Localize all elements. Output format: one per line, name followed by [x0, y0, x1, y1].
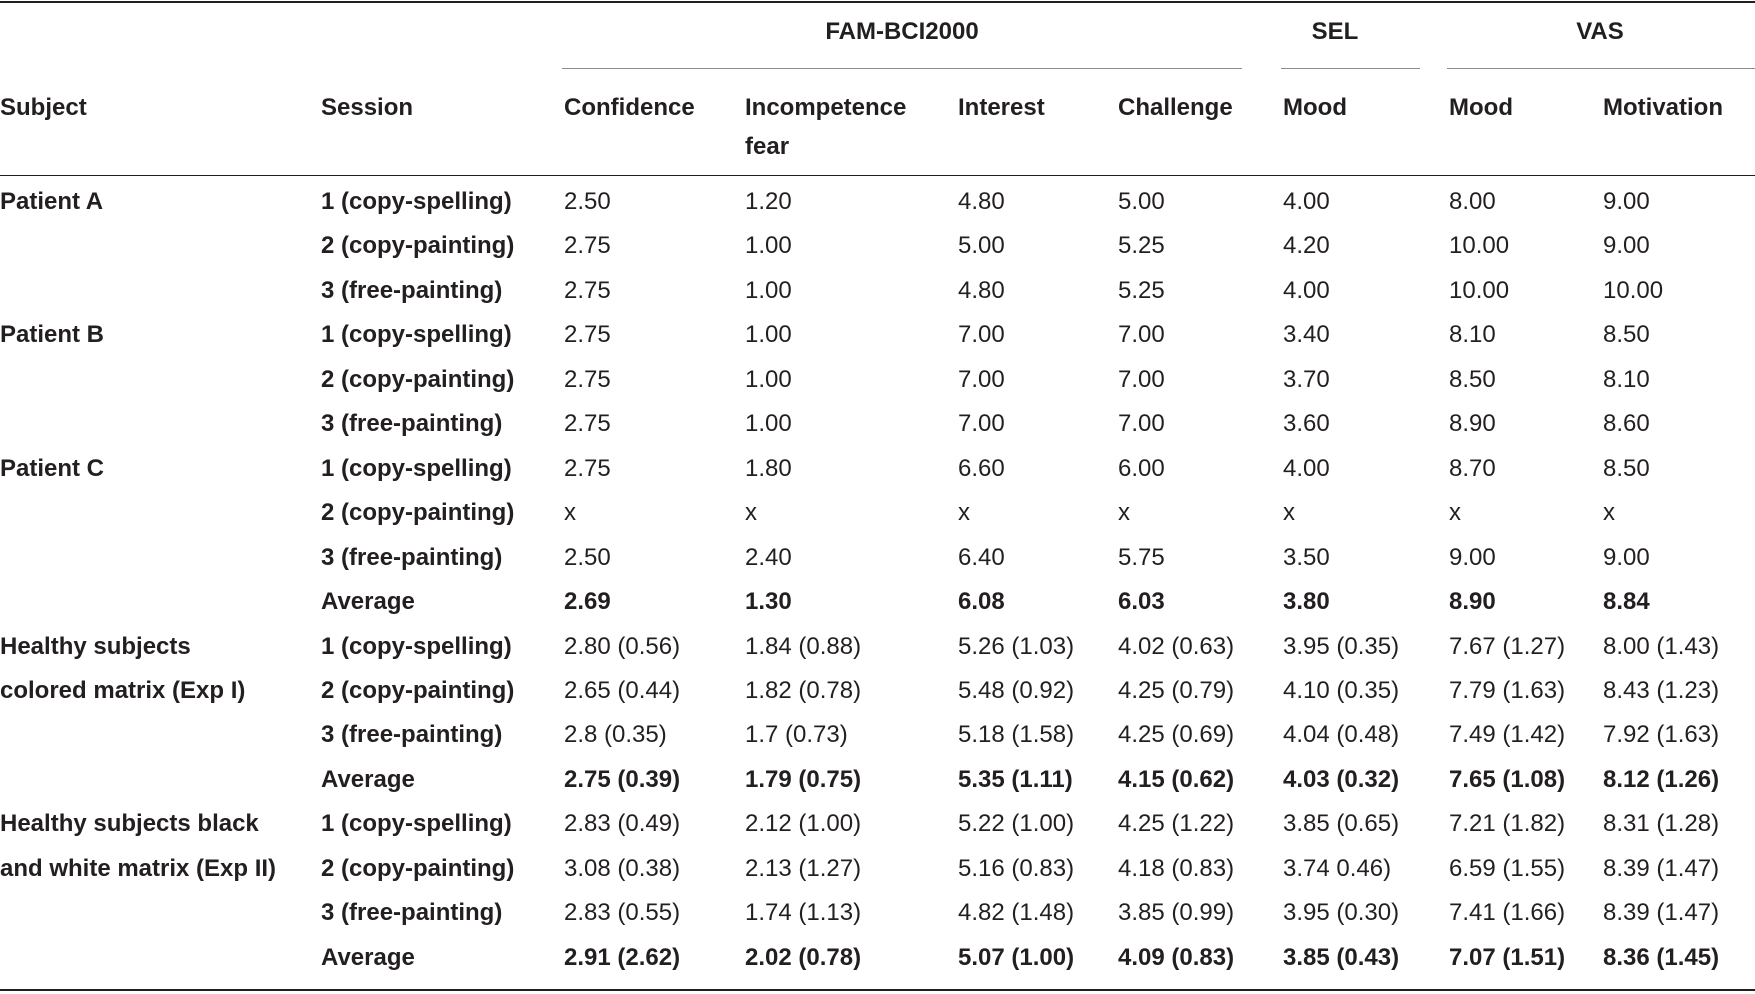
value-cell: 2.40 [745, 544, 792, 571]
value-cell: 7.00 [958, 410, 1005, 437]
value-cell: 4.82 (1.48) [958, 899, 1075, 926]
value-cell: 6.60 [958, 455, 1005, 482]
value-cell: 2.91 (2.62) [564, 944, 681, 971]
value-cell: 8.31 (1.28) [1603, 810, 1720, 837]
value-cell: 1.7 (0.73) [745, 721, 848, 748]
value-cell: 3.40 [1283, 321, 1330, 348]
value-cell: 4.20 [1283, 232, 1330, 259]
value-cell: 8.00 (1.43) [1603, 633, 1720, 660]
value-cell: 2.75 [564, 232, 611, 259]
value-cell: 7.00 [1118, 366, 1165, 393]
session-cell: 1 (copy-spelling) [321, 321, 512, 348]
value-cell: 2.69 [564, 588, 611, 615]
value-cell: 9.00 [1449, 544, 1496, 571]
value-cell: 5.16 (0.83) [958, 855, 1075, 882]
value-cell: 9.00 [1603, 232, 1650, 259]
value-cell: 3.74 0.46) [1283, 855, 1392, 882]
value-cell: 8.00 [1449, 188, 1496, 215]
value-cell: 5.00 [1118, 188, 1165, 215]
value-cell: 6.08 [958, 588, 1005, 615]
value-cell: 3.50 [1283, 544, 1330, 571]
value-cell: 2.8 (0.35) [564, 721, 667, 748]
value-cell: 1.30 [745, 588, 792, 615]
value-cell: 3.95 (0.35) [1283, 633, 1400, 660]
value-cell: 2.50 [564, 188, 611, 215]
session-cell: 3 (free-painting) [321, 277, 503, 304]
column-header-motivation: Motivation [1603, 94, 1723, 121]
value-cell: 4.25 (0.79) [1118, 677, 1235, 704]
value-cell: 8.60 [1603, 410, 1650, 437]
value-cell: 3.95 (0.30) [1283, 899, 1400, 926]
value-cell: 5.25 [1118, 232, 1165, 259]
value-cell: x [745, 499, 757, 526]
value-cell: 2.75 [564, 277, 611, 304]
average-label: Average [321, 766, 415, 793]
value-cell: 1.00 [745, 410, 792, 437]
value-cell: 2.83 (0.49) [564, 810, 681, 837]
value-cell: 8.39 (1.47) [1603, 899, 1720, 926]
value-cell: 1.00 [745, 232, 792, 259]
column-header-session: Session [321, 94, 414, 121]
value-cell: 7.49 (1.42) [1449, 721, 1566, 748]
subject-cell: Patient B [0, 321, 105, 348]
value-cell: 8.50 [1603, 455, 1650, 482]
column-header-sel-mood: Mood [1283, 94, 1347, 121]
value-cell: 8.36 (1.45) [1603, 944, 1720, 971]
value-cell: 2.13 (1.27) [745, 855, 862, 882]
value-cell: 4.00 [1283, 455, 1330, 482]
value-cell: x [1449, 499, 1461, 526]
value-cell: 8.12 (1.26) [1603, 766, 1720, 793]
session-cell: 1 (copy-spelling) [321, 455, 512, 482]
session-cell: 1 (copy-spelling) [321, 810, 512, 837]
value-cell: 7.00 [1118, 410, 1165, 437]
value-cell: 7.79 (1.63) [1449, 677, 1566, 704]
value-cell: 7.92 (1.63) [1603, 721, 1720, 748]
value-cell: 2.83 (0.55) [564, 899, 681, 926]
value-cell: 4.09 (0.83) [1118, 944, 1235, 971]
value-cell: 5.18 (1.58) [958, 721, 1075, 748]
column-header-confidence: Confidence [564, 94, 695, 121]
group-header-sel: SEL [1311, 18, 1359, 45]
value-cell: 5.26 (1.03) [958, 633, 1075, 660]
value-cell: 8.90 [1449, 588, 1496, 615]
group-header-vas: VAS [1576, 18, 1624, 45]
value-cell: 3.60 [1283, 410, 1330, 437]
value-cell: 10.00 [1603, 277, 1664, 304]
session-cell: 2 (copy-painting) [321, 855, 515, 882]
session-cell: 1 (copy-spelling) [321, 188, 512, 215]
value-cell: 7.00 [1118, 321, 1165, 348]
value-cell: 4.18 (0.83) [1118, 855, 1235, 882]
value-cell: 4.25 (0.69) [1118, 721, 1235, 748]
value-cell: x [1283, 499, 1295, 526]
subject-cell: Healthy subjects black [0, 810, 259, 837]
value-cell: 6.40 [958, 544, 1005, 571]
value-cell: 1.00 [745, 366, 792, 393]
value-cell: 8.90 [1449, 410, 1496, 437]
value-cell: 8.84 [1603, 588, 1650, 615]
value-cell: 2.02 (0.78) [745, 944, 862, 971]
session-cell: 3 (free-painting) [321, 721, 503, 748]
subject-cell: Healthy subjects [0, 633, 191, 660]
value-cell: 4.10 (0.35) [1283, 677, 1400, 704]
value-cell: 5.25 [1118, 277, 1165, 304]
value-cell: 4.80 [958, 277, 1005, 304]
value-cell: 8.39 (1.47) [1603, 855, 1720, 882]
value-cell: 7.41 (1.66) [1449, 899, 1566, 926]
value-cell: 3.85 (0.99) [1118, 899, 1235, 926]
value-cell: 5.22 (1.00) [958, 810, 1075, 837]
value-cell: 4.15 (0.62) [1118, 766, 1235, 793]
value-cell: 6.03 [1118, 588, 1165, 615]
value-cell: 1.00 [745, 321, 792, 348]
value-cell: 2.75 [564, 366, 611, 393]
value-cell: 8.50 [1449, 366, 1496, 393]
subject-cell: and white matrix (Exp II) [0, 855, 277, 882]
value-cell: 8.50 [1603, 321, 1650, 348]
value-cell: 3.85 (0.43) [1283, 944, 1400, 971]
column-header-subject: Subject [0, 94, 87, 121]
session-cell: 2 (copy-painting) [321, 232, 515, 259]
value-cell: 8.70 [1449, 455, 1496, 482]
value-cell: 9.00 [1603, 188, 1650, 215]
column-header-incompetence-fear: Incompetence [745, 94, 907, 121]
subject-cell: colored matrix (Exp I) [0, 677, 246, 704]
value-cell: 7.00 [958, 366, 1005, 393]
value-cell: 8.43 (1.23) [1603, 677, 1720, 704]
header-bottom-rule [0, 175, 1755, 176]
subject-cell: Patient A [0, 188, 104, 215]
value-cell: 1.00 [745, 277, 792, 304]
value-cell: 5.00 [958, 232, 1005, 259]
value-cell: 2.75 [564, 455, 611, 482]
value-cell: 8.10 [1449, 321, 1496, 348]
value-cell: 1.84 (0.88) [745, 633, 862, 660]
value-cell: 5.48 (0.92) [958, 677, 1075, 704]
session-cell: 3 (free-painting) [321, 899, 503, 926]
value-cell: 2.75 (0.39) [564, 766, 681, 793]
value-cell: 8.10 [1603, 366, 1650, 393]
value-cell: 6.59 (1.55) [1449, 855, 1566, 882]
value-cell: 3.80 [1283, 588, 1330, 615]
group-underline-sel [1281, 68, 1420, 69]
value-cell: 5.75 [1118, 544, 1165, 571]
column-header-vas-mood: Mood [1449, 94, 1513, 121]
session-cell: 2 (copy-painting) [321, 677, 515, 704]
value-cell: 7.67 (1.27) [1449, 633, 1566, 660]
value-cell: 1.79 (0.75) [745, 766, 862, 793]
value-cell: 4.00 [1283, 188, 1330, 215]
value-cell: 2.75 [564, 410, 611, 437]
value-cell: x [958, 499, 970, 526]
value-cell: 3.08 (0.38) [564, 855, 681, 882]
average-label: Average [321, 588, 415, 615]
session-cell: 2 (copy-painting) [321, 366, 515, 393]
value-cell: 2.12 (1.00) [745, 810, 862, 837]
value-cell: x [564, 499, 576, 526]
value-cell: x [1118, 499, 1130, 526]
value-cell: 2.75 [564, 321, 611, 348]
value-cell: 5.35 (1.11) [958, 766, 1073, 793]
value-cell: 3.85 (0.65) [1283, 810, 1400, 837]
session-cell: 3 (free-painting) [321, 544, 503, 571]
column-header-challenge: Challenge [1118, 94, 1233, 121]
group-underline-vas [1447, 68, 1755, 69]
subject-cell: Patient C [0, 455, 105, 482]
value-cell: 2.50 [564, 544, 611, 571]
value-cell: 3.70 [1283, 366, 1330, 393]
value-cell: 7.21 (1.82) [1449, 810, 1566, 837]
value-cell: 1.20 [745, 188, 792, 215]
value-cell: 10.00 [1449, 277, 1510, 304]
value-cell: 5.07 (1.00) [958, 944, 1075, 971]
value-cell: x [1603, 499, 1615, 526]
value-cell: 7.00 [958, 321, 1005, 348]
average-label: Average [321, 944, 415, 971]
value-cell: 4.00 [1283, 277, 1330, 304]
column-header-interest: Interest [958, 94, 1045, 121]
session-cell: 2 (copy-painting) [321, 499, 515, 526]
value-cell: 4.80 [958, 188, 1005, 215]
column-header-incompetence-fear-line2: fear [745, 133, 790, 160]
value-cell: 2.80 (0.56) [564, 633, 681, 660]
group-underline-fam-bci2000 [562, 68, 1242, 69]
table-top-rule [0, 1, 1755, 3]
value-cell: 1.80 [745, 455, 792, 482]
value-cell: 9.00 [1603, 544, 1650, 571]
value-cell: 1.74 (1.13) [745, 899, 862, 926]
group-header-fam-bci2000: FAM-BCI2000 [825, 18, 979, 45]
value-cell: 4.25 (1.22) [1118, 810, 1235, 837]
value-cell: 4.04 (0.48) [1283, 721, 1400, 748]
value-cell: 7.65 (1.08) [1449, 766, 1566, 793]
value-cell: 10.00 [1449, 232, 1510, 259]
value-cell: 1.82 (0.78) [745, 677, 862, 704]
value-cell: 4.03 (0.32) [1283, 766, 1400, 793]
session-cell: 1 (copy-spelling) [321, 633, 512, 660]
table-bottom-rule [0, 989, 1755, 991]
value-cell: 4.02 (0.63) [1118, 633, 1235, 660]
value-cell: 7.07 (1.51) [1449, 944, 1566, 971]
value-cell: 2.65 (0.44) [564, 677, 681, 704]
session-cell: 3 (free-painting) [321, 410, 503, 437]
value-cell: 6.00 [1118, 455, 1165, 482]
